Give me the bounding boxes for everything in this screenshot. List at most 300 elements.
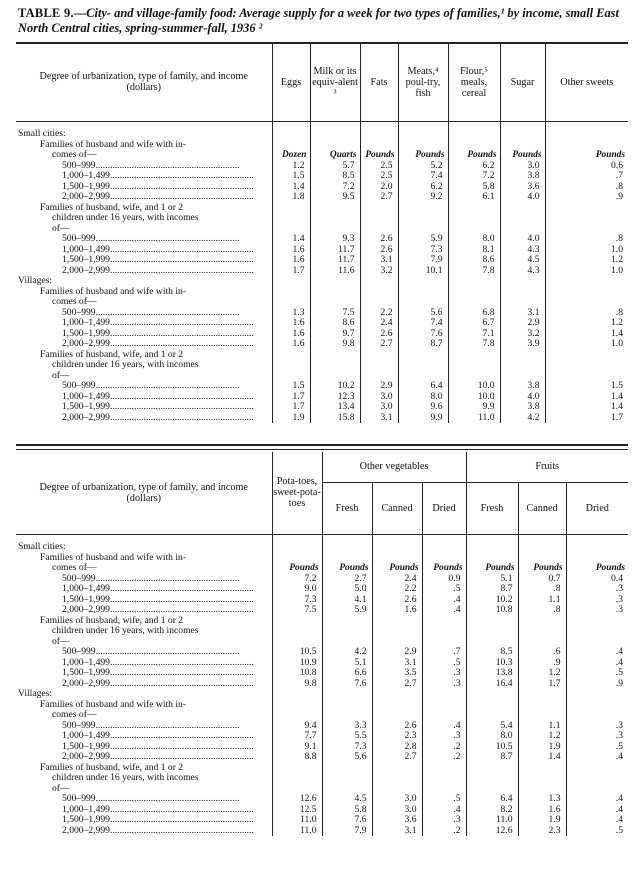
table-body <box>16 534 628 836</box>
income-text: 1,000–1,499 <box>62 171 110 181</box>
value-cell: 8.8 <box>272 752 322 763</box>
table-row <box>16 584 628 595</box>
value-cell: 13.4 <box>310 402 360 413</box>
dot-leader: ............................................................ <box>109 391 254 402</box>
value-cell <box>448 350 500 361</box>
value-cell <box>272 203 310 214</box>
table-row <box>16 129 628 140</box>
row-label: children under 16 years, with incomes <box>52 626 199 636</box>
income-label <box>16 255 272 266</box>
table-row <box>16 287 628 298</box>
value-cell: .5 <box>422 794 466 805</box>
row-label: comes of— <box>52 563 97 573</box>
table-row <box>16 192 628 203</box>
dot-leader: ............................................................ <box>109 741 254 752</box>
income-label <box>16 742 272 753</box>
value-cell <box>500 276 545 287</box>
row-label: of— <box>52 783 70 794</box>
value-cell: 1.3 <box>272 308 310 319</box>
table-row <box>16 150 628 161</box>
unit-cell: Pounds <box>448 150 500 161</box>
value-cell: 4.2 <box>500 413 545 424</box>
value-cell <box>566 616 628 627</box>
col-header: Fats <box>360 43 398 121</box>
value-cell: 3.8 <box>500 381 545 392</box>
value-cell <box>272 616 322 627</box>
value-cell: .4 <box>422 605 466 616</box>
value-cell: 8.5 <box>310 171 360 182</box>
value-cell: .8 <box>545 308 628 319</box>
value-cell <box>566 710 628 721</box>
value-cell <box>272 213 310 224</box>
table-row <box>16 318 628 329</box>
income-label <box>16 752 272 763</box>
dot-leader: ............................................................ <box>109 678 254 689</box>
table-separator <box>16 449 628 450</box>
stub-header: Degree of urbanization, type of family, and income (dollars) <box>16 43 272 121</box>
dot-leader: ............................................................ <box>109 804 254 815</box>
income-label <box>16 402 272 413</box>
dot-leader: ............................................................ <box>109 584 254 594</box>
value-cell: 12.6 <box>272 794 322 805</box>
value-cell <box>372 542 422 553</box>
value-cell: 3.1 <box>360 255 398 266</box>
col-header: Meats,⁴ poul-try, fish <box>398 43 448 121</box>
dot-leader: ............................................................ <box>109 318 254 328</box>
value-cell <box>422 616 466 627</box>
table-row <box>16 784 628 795</box>
value-cell: 5.5 <box>322 731 372 742</box>
value-cell: 1.6 <box>272 245 310 256</box>
value-cell: 1.8 <box>272 192 310 203</box>
dot-leader: ............................................................ <box>109 339 254 349</box>
unit-cell: Pounds <box>322 563 372 574</box>
value-cell: 3.0 <box>360 402 398 413</box>
row-label: Families of husband, wife, and 1 or 2 <box>40 762 184 773</box>
value-cell <box>566 542 628 553</box>
value-cell: 7.3 <box>272 595 322 606</box>
value-cell: 11.0 <box>466 815 518 826</box>
value-cell: 1.9 <box>272 413 310 424</box>
value-cell: 11.7 <box>310 245 360 256</box>
row-label: Villages: <box>18 689 53 699</box>
value-cell: 2.2 <box>372 584 422 595</box>
table-row <box>16 234 628 245</box>
value-cell: 3.5 <box>372 668 422 679</box>
income-text: 500–999 <box>62 160 96 171</box>
value-cell: 2.0 <box>360 182 398 193</box>
value-cell <box>500 213 545 224</box>
stub-header: Degree of urbanization, type of family, and income (dollars) <box>16 452 272 534</box>
value-cell: 10.8 <box>272 668 322 679</box>
value-cell: 5.6 <box>398 308 448 319</box>
value-cell: 9.3 <box>310 234 360 245</box>
value-cell: 7.2 <box>310 182 360 193</box>
value-cell: 7.8 <box>448 339 500 350</box>
col-header: Flour,⁵ meals, cereal <box>448 43 500 121</box>
value-cell: .3 <box>422 668 466 679</box>
value-cell <box>422 553 466 564</box>
value-cell <box>322 773 372 784</box>
value-cell: .4 <box>566 815 628 826</box>
value-cell: .9 <box>566 679 628 690</box>
value-cell: 6.1 <box>448 192 500 203</box>
row-label: of— <box>52 636 70 647</box>
value-cell: 7.3 <box>398 245 448 256</box>
value-cell: 1.3 <box>518 794 566 805</box>
value-cell: 8.6 <box>448 255 500 266</box>
income-label <box>16 413 272 424</box>
table-row <box>16 413 628 424</box>
value-cell: 1.0 <box>545 245 628 256</box>
value-cell: 1.0 <box>545 339 628 350</box>
col-header: Canned <box>518 482 566 534</box>
income-label <box>16 329 272 340</box>
value-cell: 7.9 <box>398 255 448 266</box>
table-row <box>16 553 628 564</box>
value-cell: 1.6 <box>272 318 310 329</box>
value-cell: 2.7 <box>360 339 398 350</box>
value-cell: 1.2 <box>272 161 310 172</box>
value-cell: 1.4 <box>272 182 310 193</box>
value-cell: 8.6 <box>310 318 360 329</box>
value-cell <box>272 710 322 721</box>
value-cell: 4.2 <box>322 647 372 658</box>
income-label <box>16 647 272 658</box>
value-cell <box>500 129 545 140</box>
income-text: 1,500–1,999 <box>62 402 110 412</box>
value-cell: .5 <box>566 826 628 837</box>
dot-leader: ............................................................ <box>109 594 254 605</box>
value-cell: .8 <box>545 182 628 193</box>
value-cell: 1.4 <box>545 402 628 413</box>
value-cell: 2.5 <box>360 161 398 172</box>
income-label <box>16 192 272 203</box>
income-text: 1,000–1,499 <box>62 391 110 402</box>
income-label <box>16 182 272 193</box>
food-supply-table-1 <box>16 42 628 423</box>
value-cell <box>372 689 422 700</box>
value-cell <box>360 213 398 224</box>
value-cell: 9.1 <box>272 742 322 753</box>
value-cell: .3 <box>422 679 466 690</box>
value-cell <box>466 553 518 564</box>
unit-cell: Pounds <box>466 563 518 574</box>
value-cell: 1.7 <box>272 402 310 413</box>
dot-leader: ............................................................ <box>109 255 254 265</box>
value-cell: 1.6 <box>372 605 422 616</box>
table-row <box>16 626 628 637</box>
spacer-cell <box>398 121 448 129</box>
value-cell: 7.4 <box>398 171 448 182</box>
value-cell <box>448 203 500 214</box>
value-cell: 12.5 <box>272 805 322 816</box>
value-cell: 2.2 <box>360 308 398 319</box>
dot-leader: ............................................................ <box>95 647 240 657</box>
value-cell <box>372 773 422 784</box>
income-text: 500–999 <box>62 573 96 584</box>
value-cell: 1.7 <box>518 679 566 690</box>
col-header: Fresh <box>322 482 372 534</box>
value-cell <box>360 297 398 308</box>
value-cell: 2.8 <box>372 742 422 753</box>
value-cell <box>360 360 398 371</box>
value-cell <box>272 287 310 298</box>
value-cell: 8.0 <box>398 392 448 403</box>
value-cell: 2.6 <box>372 595 422 606</box>
col-header: Dried <box>566 482 628 534</box>
value-cell: 5.7 <box>310 161 360 172</box>
table-row <box>16 297 628 308</box>
income-text: 2,000–2,999 <box>62 265 110 276</box>
value-cell: 1.1 <box>518 595 566 606</box>
value-cell <box>545 276 628 287</box>
value-cell <box>322 700 372 711</box>
table-row <box>16 276 628 287</box>
dot-leader: ............................................................ <box>109 605 254 615</box>
value-cell: 9.9 <box>448 402 500 413</box>
value-cell: 3.0 <box>372 805 422 816</box>
value-cell <box>518 626 566 637</box>
income-text: 1,000–1,499 <box>62 584 110 594</box>
value-cell: 3.9 <box>500 339 545 350</box>
income-label <box>16 308 272 319</box>
value-cell: .4 <box>566 794 628 805</box>
value-cell: 1.4 <box>518 752 566 763</box>
value-cell <box>566 689 628 700</box>
income-text: 500–999 <box>62 647 96 657</box>
value-cell <box>272 360 310 371</box>
income-label <box>16 721 272 732</box>
income-text: 2,000–2,999 <box>62 605 110 615</box>
table-row <box>16 171 628 182</box>
value-cell <box>360 140 398 151</box>
value-cell: 8.1 <box>448 245 500 256</box>
table-row <box>16 402 628 413</box>
value-cell <box>422 763 466 774</box>
value-cell <box>500 350 545 361</box>
value-cell: 6.2 <box>398 182 448 193</box>
table-label: TABLE 9. <box>18 6 74 20</box>
value-cell <box>398 297 448 308</box>
value-cell: 11.0 <box>448 413 500 424</box>
value-cell <box>448 129 500 140</box>
income-text: 2,000–2,999 <box>62 825 110 836</box>
table-row <box>16 689 628 700</box>
value-cell: 6.8 <box>448 308 500 319</box>
value-cell: 1.6 <box>272 255 310 266</box>
value-cell: 1.7 <box>272 266 310 277</box>
income-label <box>16 658 272 669</box>
value-cell: 9.9 <box>398 413 448 424</box>
value-cell: 5.1 <box>322 658 372 669</box>
value-cell <box>518 542 566 553</box>
value-cell: 2.6 <box>360 234 398 245</box>
income-label <box>16 805 272 816</box>
value-cell: .2 <box>422 826 466 837</box>
value-cell <box>566 773 628 784</box>
spacer-cell <box>545 121 628 129</box>
spacer-cell <box>16 121 272 129</box>
value-cell <box>360 129 398 140</box>
value-cell <box>398 350 448 361</box>
value-cell <box>545 287 628 298</box>
col-header: Milk or its equiv-alent ³ <box>310 43 360 121</box>
spacer-cell <box>500 121 545 129</box>
spacer-cell <box>372 534 422 542</box>
value-cell: 1.5 <box>272 171 310 182</box>
row-label: Families of husband and wife with in- <box>40 699 187 710</box>
value-cell: 7.8 <box>448 266 500 277</box>
table-row <box>16 350 628 361</box>
value-cell: 2.4 <box>360 318 398 329</box>
value-cell <box>310 276 360 287</box>
spacer-cell <box>422 534 466 542</box>
value-cell: 7.4 <box>398 318 448 329</box>
col-header: Other sweets <box>545 43 628 121</box>
value-cell <box>448 360 500 371</box>
value-cell: 8.5 <box>466 647 518 658</box>
value-cell <box>322 542 372 553</box>
value-cell: 9.4 <box>272 721 322 732</box>
value-cell <box>545 360 628 371</box>
table-row <box>16 721 628 732</box>
value-cell <box>566 626 628 637</box>
value-cell <box>272 276 310 287</box>
value-cell <box>422 773 466 784</box>
value-cell: 1.2 <box>545 318 628 329</box>
value-cell <box>500 203 545 214</box>
value-cell: 5.9 <box>398 234 448 245</box>
value-cell: 4.1 <box>322 595 372 606</box>
value-cell: 3.2 <box>500 329 545 340</box>
value-cell <box>545 203 628 214</box>
table-row <box>16 794 628 805</box>
row-label: Families of husband and wife with in- <box>40 139 187 150</box>
income-text: 1,000–1,499 <box>62 804 110 815</box>
row-label: comes of— <box>52 710 97 720</box>
value-cell: 10.2 <box>310 381 360 392</box>
value-cell <box>322 616 372 627</box>
dot-leader: ............................................................ <box>95 573 240 584</box>
value-cell <box>545 129 628 140</box>
spacer-cell <box>518 534 566 542</box>
value-cell: 8.0 <box>448 234 500 245</box>
value-cell: 8.2 <box>466 805 518 816</box>
value-cell <box>372 710 422 721</box>
value-cell <box>398 129 448 140</box>
value-cell <box>398 203 448 214</box>
value-cell <box>518 689 566 700</box>
value-cell: 3.1 <box>360 413 398 424</box>
table-row <box>16 805 628 816</box>
spacer-cell <box>272 534 322 542</box>
income-text: 1,500–1,999 <box>62 815 110 825</box>
value-cell <box>466 773 518 784</box>
value-cell <box>372 553 422 564</box>
value-cell <box>518 700 566 711</box>
dot-leader: ............................................................ <box>109 181 254 192</box>
value-cell: .5 <box>422 584 466 595</box>
value-cell: 6.2 <box>448 161 500 172</box>
unit-cell: Pounds <box>500 150 545 161</box>
income-label <box>16 339 272 350</box>
value-cell <box>500 360 545 371</box>
value-cell: 3.1 <box>500 308 545 319</box>
value-cell <box>518 763 566 774</box>
income-label <box>16 605 272 616</box>
value-cell <box>398 276 448 287</box>
col-header: Sugar <box>500 43 545 121</box>
dot-leader: ............................................................ <box>109 731 254 741</box>
unit-cell: Pounds <box>545 150 628 161</box>
income-label <box>16 794 272 805</box>
value-cell: 7.9 <box>322 826 372 837</box>
value-cell <box>466 710 518 721</box>
value-cell: .5 <box>422 658 466 669</box>
unit-cell: Pounds <box>422 563 466 574</box>
value-cell <box>322 689 372 700</box>
value-cell <box>398 360 448 371</box>
value-cell: 2.7 <box>322 574 372 585</box>
value-cell: 6.4 <box>466 794 518 805</box>
table-row <box>16 752 628 763</box>
value-cell: 5.4 <box>466 721 518 732</box>
value-cell <box>272 773 322 784</box>
table-row <box>16 637 628 648</box>
table-row <box>16 763 628 774</box>
value-cell <box>518 710 566 721</box>
row-label: Families of husband, wife, and 1 or 2 <box>40 349 184 360</box>
unit-cell: Dozen <box>272 150 310 161</box>
value-cell: 1.5 <box>545 381 628 392</box>
value-cell <box>545 350 628 361</box>
value-cell <box>310 350 360 361</box>
value-cell: .9 <box>518 658 566 669</box>
value-cell: .3 <box>566 584 628 595</box>
value-cell: 7.5 <box>310 308 360 319</box>
value-cell: 7.6 <box>322 815 372 826</box>
value-cell: 2.9 <box>360 381 398 392</box>
row-label: of— <box>52 223 70 234</box>
value-cell <box>448 213 500 224</box>
value-cell: 7.3 <box>322 742 372 753</box>
table-row <box>16 668 628 679</box>
income-text: 2,000–2,999 <box>62 339 110 349</box>
value-cell: 4.3 <box>500 245 545 256</box>
value-cell <box>272 140 310 151</box>
value-cell <box>272 350 310 361</box>
value-cell: 5.8 <box>448 182 500 193</box>
food-supply-table-2 <box>16 452 628 836</box>
value-cell: .2 <box>422 752 466 763</box>
income-text: 500–999 <box>62 307 96 318</box>
value-cell: 7.1 <box>448 329 500 340</box>
income-text: 1,500–1,999 <box>62 255 110 265</box>
value-cell: .2 <box>422 742 466 753</box>
value-cell <box>360 287 398 298</box>
value-cell: 9.0 <box>272 584 322 595</box>
table-caption: —City- and village-family food: Average supply for a week for two types of families,¹ by income, small East North Central cities, spring-summer-fall, 1936 ² <box>18 6 619 35</box>
income-text: 500–999 <box>62 794 96 804</box>
table-row <box>16 731 628 742</box>
value-cell: 1.5 <box>272 381 310 392</box>
value-cell: 12.3 <box>310 392 360 403</box>
income-label <box>16 266 272 277</box>
income-text: 500–999 <box>62 381 96 391</box>
value-cell <box>272 297 310 308</box>
row-label: children under 16 years, with incomes <box>52 213 199 223</box>
